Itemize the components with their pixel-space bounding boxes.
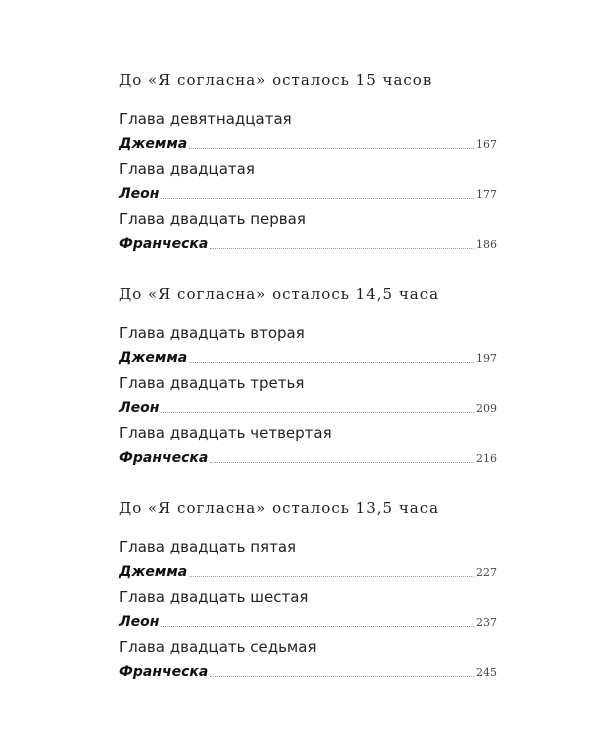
toc-line	[119, 181, 497, 203]
toc-section	[119, 283, 497, 467]
dot-leader	[210, 675, 474, 677]
chapter-title: Глава двадцать третья	[119, 374, 305, 392]
chapter-title: Глава двадцать пятая	[119, 538, 297, 556]
toc-entry[interactable]	[119, 321, 497, 367]
section-heading: До «Я согласна» осталось 15 часов	[119, 71, 433, 89]
toc-entry[interactable]	[119, 157, 497, 203]
page-number: 209	[476, 402, 497, 415]
narrator-name: Леон	[119, 186, 160, 202]
section-heading: До «Я согласна» осталось 14,5 часа	[119, 285, 440, 303]
narrator-name: Джемма	[119, 350, 188, 366]
toc-entry[interactable]	[119, 585, 497, 631]
narrator-name: Франческа	[119, 450, 209, 466]
page-number: 177	[476, 188, 497, 201]
chapter-title: Глава двадцать вторая	[119, 324, 305, 342]
dot-leader	[189, 361, 474, 363]
page-number: 245	[476, 666, 497, 679]
page-number: 237	[476, 616, 497, 629]
dot-leader	[161, 625, 474, 627]
dot-leader	[210, 247, 474, 249]
toc-section	[119, 497, 497, 681]
chapter-title: Глава двадцать шестая	[119, 588, 309, 606]
chapter-title: Глава двадцатая	[119, 160, 255, 178]
toc-line	[119, 395, 497, 417]
page-number: 197	[476, 352, 497, 365]
section-heading: До «Я согласна» осталось 13,5 часа	[119, 499, 440, 517]
chapter-title: Глава двадцать седьмая	[119, 638, 317, 656]
page-number: 216	[476, 452, 497, 465]
toc-line	[119, 345, 497, 367]
dot-leader	[189, 575, 474, 577]
chapter-title: Глава двадцать четвертая	[119, 424, 332, 442]
toc-line	[119, 609, 497, 631]
toc-entry[interactable]	[119, 421, 497, 467]
toc-line	[119, 131, 497, 153]
narrator-name: Франческа	[119, 236, 209, 252]
toc-entry[interactable]	[119, 207, 497, 253]
narrator-name: Франческа	[119, 664, 209, 680]
narrator-name: Джемма	[119, 564, 188, 580]
toc-entry[interactable]	[119, 635, 497, 681]
dot-leader	[210, 461, 474, 463]
toc-line	[119, 445, 497, 467]
toc-entry[interactable]	[119, 535, 497, 581]
toc-entry[interactable]	[119, 371, 497, 417]
toc-line	[119, 559, 497, 581]
dot-leader	[161, 411, 474, 413]
toc-section	[119, 69, 497, 253]
table-of-contents	[119, 69, 497, 711]
page-number: 167	[476, 138, 497, 151]
page-number: 227	[476, 566, 497, 579]
toc-entry[interactable]	[119, 107, 497, 153]
dot-leader	[161, 197, 474, 199]
narrator-name: Леон	[119, 400, 160, 416]
page-number: 186	[476, 238, 497, 251]
toc-line	[119, 659, 497, 681]
narrator-name: Джемма	[119, 136, 188, 152]
chapter-title: Глава двадцать первая	[119, 210, 306, 228]
narrator-name: Леон	[119, 614, 160, 630]
toc-line	[119, 231, 497, 253]
chapter-title: Глава девятнадцатая	[119, 110, 292, 128]
dot-leader	[189, 147, 474, 149]
